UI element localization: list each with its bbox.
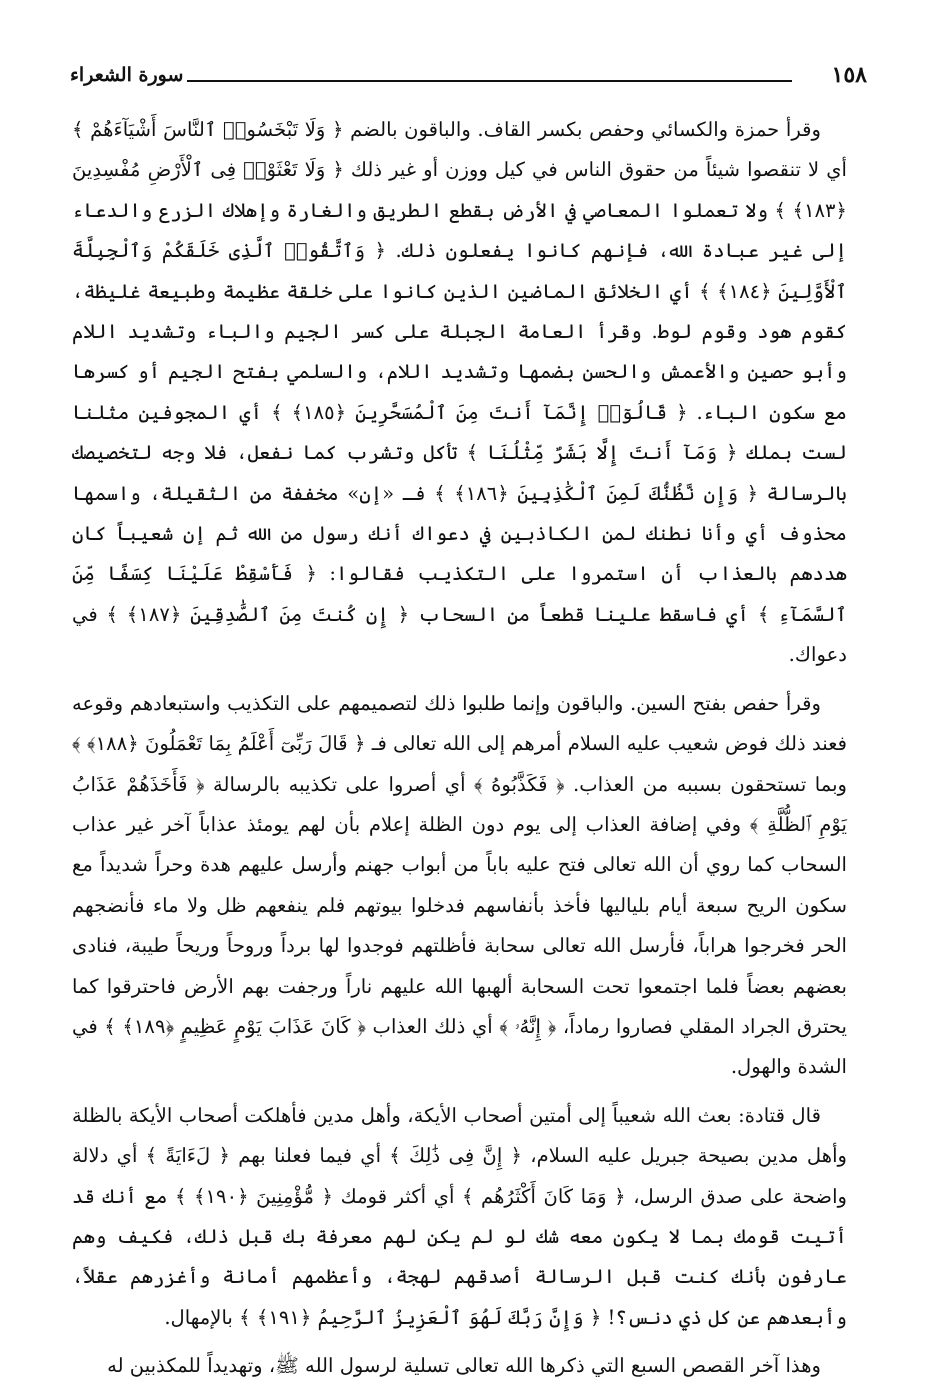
header-rule bbox=[187, 80, 792, 82]
page-header bbox=[52, 56, 887, 96]
paragraph-2: وقرأ حفص بفتح السين. والباقون وإنما طلبوا ذلك لتصميمهم على التكذيب واستبعادهم وقوعه فعند ذلك فوض شعيب عليه السلام أمرهم إلى الله تعالى فـ ﴿ قَالَ رَبِّىٓ أَعْلَمُ بِمَا تَعْمَلُونَ ﴿١٨٨﴾ ﴾ وبما تستحقون بسببه من العذاب. ﴿ فَكَذَّبُوهُ ﴾ أي أصروا على تكذيبه بالرسالة ﴿ فَأَخَذَهُمْ عَذَابُ يَوْمِ ٱلظُّلَّةِ ﴾ وفي إضافة العذاب إلى يوم دون الظلة إعلام بأن لهم يومئذ عذاباً آخر غير عذاب السحاب كما روي أن الله تعالى فتح عليه باباً من أبواب جهنم وأرسل عليهم هدة وحراً شديداً مع سكون الريح سبعة أيام بلياليها فأخذ بأنفاسهم فدخلوا بيوتهم فلم ينفعهم ظل ولا ماء فأنضجهم الحر فخرجوا هراباً، فأرسل الله تعالى سحابة فأظلتهم فوجدوا لها برداً وروحاً وريحاً طيبة، فنادى بعضهم بعضاً فلما اجتمعوا تحت السحابة ألهبها الله عليهم ناراً ورجفت بهم الأرض فاحترقوا كما يحترق الجراد المقلي فصاروا رماداً، ﴿ إِنَّهُۥ ﴾ أي ذلك العذاب ﴿ كَانَ عَذَابَ يَوْمٍ عَظِيمٍ ﴿١٨٩﴾ ﴾ في الشدة والهول. bbox=[72, 691, 847, 1079]
paragraph-4: وهذا آخر القصص السبع التي ذكرها الله تعالى تسلية لرسول الله ﷺ، وتهديداً للمكذبين له bbox=[107, 1354, 821, 1378]
page-number: ١٥٨ bbox=[831, 62, 867, 88]
paragraph-1: وقرأ حمزة والكسائي وحفص بكسر القاف. والباقون بالضم ﴿ وَلَا تَبْخَسُوا۟ ٱلنَّاسَ أَشْيَآءَهُمْ ﴾ أي لا تنقصوا شيئاً من حقوق الناس في كيل ووزن أو غير ذلك ﴿ وَلَا تَعْثَوْا۟ فِى ٱلْأَرْضِ مُفْسِدِينَ ﴿١٨٣﴾ ﴾ ولا تعملوا المعاصي في الأرض بقطع الطريق والغارة وإهلاك الزرع والدعاء إلى غير عبادة الله، فإنهم كانوا يفعلون ذلك. ﴿ وَٱتَّقُوا۟ ٱلَّذِى خَلَقَكُمْ وَٱلْجِبِلَّةَ ٱلْأَوَّلِينَ ﴿١٨٤﴾ ﴾ أي الخلائق الماضين الذين كانوا على خلقة عظيمة وطبيعة غليظة، كقوم هود وقوم لوط. وقرأ العامة الجبلة على كسر الجيم والباء وتشديد اللام وأبو حصين والأعمش والحسن بضمها وتشديد اللام، والسلمي بفتح الجيم أو كسرها مع سكون الباء. ﴿ قَالُوٓا۟ إِنَّمَآ أَنتَ مِنَ ٱلْمُسَحَّرِينَ ﴿١٨٥﴾ ﴾ أي المجوفين مثلنا لست بملك ﴿ وَمَآ أَنتَ إِلَّا بَشَرٌ مِّثْلُنَا ﴾ تأكل وتشرب كما نفعل، فلا وجه لتخصيصك بالرسالة ﴿ وَإِن نَّظُنُّكَ لَمِنَ ٱلْكَٰذِبِينَ ﴿١٨٦﴾ ﴾ فـ «إن» مخففة من الثقيلة، واسمها محذوف أي وأنا نطنك لمن الكاذبين في دعواك أنك رسول من الله ثم إن شعيباً كان هددهم بالعذاب أن استمروا على التكذيب فقالوا: ﴿ فَأَسْقِطْ عَلَيْنَا كِسَفًا مِّنَ ٱلسَّمَآءِ ﴾ أي فاسقط علينا قطعاً من السحاب ﴿ إِن كُنتَ مِنَ ٱلصَّٰدِقِينَ ﴿١٨٧﴾ ﴾ في دعواك. bbox=[72, 118, 847, 667]
surah-name: سورة الشعراء bbox=[70, 64, 184, 86]
paragraph-3: قال قتادة: بعث الله شعيباً إلى أمتين أصحاب الأيكة، وأهل مدين فأهلكت أصحاب الأيكة بالظلة وأهل مدين بصيحة جبريل عليه السلام، ﴿ إِنَّ فِى ذَٰلِكَ ﴾ أي فيما فعلنا بهم ﴿ لَءَايَةً ﴾ أي دلالة واضحة على صدق الرسل، ﴿ وَمَا كَانَ أَكْثَرُهُم ﴾ أي أكثر قومك ﴿ مُّؤْمِنِينَ ﴿١٩٠﴾ ﴾ مع أنك قد أتيت قومك بما لا يكون معه شك لو لم يكن لهم معرفة بك قبل ذلك، فكيف وهم عارفون بأنك كنت قبل الرسالة أصدقهم لهجة، وأعظمهم أمانة وأغزرهم عقلاً، وأبعدهم عن كل ذي دنس؟! ﴿ وَإِنَّ رَبَّكَ لَهُوَ ٱلْعَزِيزُ ٱلرَّحِيمُ ﴿١٩١﴾ ﴾ بالإمهال. bbox=[72, 1103, 847, 1329]
tafsir-body bbox=[72, 110, 847, 1387]
